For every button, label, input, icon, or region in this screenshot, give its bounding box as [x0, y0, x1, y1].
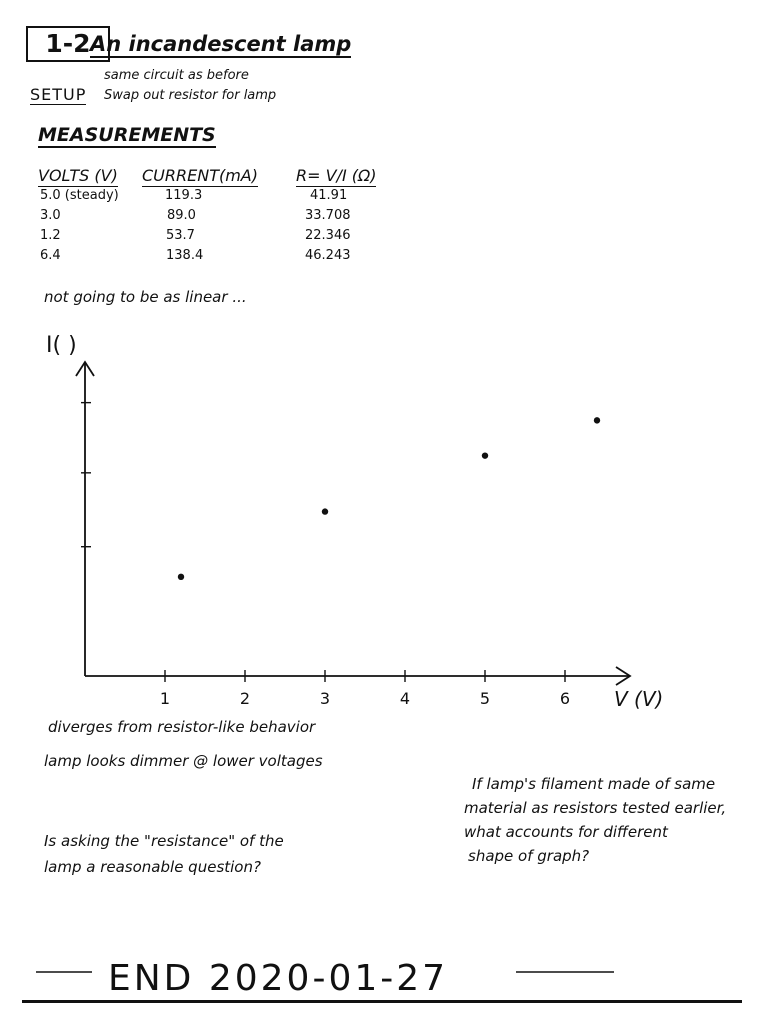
cell-resistance: 46.243: [305, 248, 351, 263]
x-tick-label: 4: [399, 689, 411, 708]
note-dimmer: lamp looks dimmer @ lower voltages: [44, 752, 323, 770]
column-header-resistance: R= V/I (Ω): [296, 166, 377, 185]
cell-resistance: 41.91: [310, 188, 348, 203]
x-tick-label: 3: [319, 689, 331, 708]
question-left-line-2: lamp a reasonable question?: [44, 858, 261, 876]
cell-current: 89.0: [167, 208, 196, 223]
x-tick-label: 6: [559, 689, 571, 708]
end-date-text: END 2020-01-27: [108, 958, 449, 999]
cell-volts: 1.2: [40, 228, 61, 243]
page-title: An incandescent lamp: [90, 32, 352, 56]
iv-chart: [0, 320, 768, 720]
note-linear: not going to be as linear ...: [44, 288, 247, 306]
cell-volts: 6.4: [40, 248, 61, 263]
question-right-line-3: what accounts for different: [464, 823, 668, 841]
cell-current: 138.4: [166, 248, 204, 263]
setup-line-1: same circuit as before: [104, 68, 249, 83]
column-header-volts: VOLTS (V): [38, 166, 118, 185]
cell-volts: 5.0 (steady): [40, 188, 119, 203]
cell-resistance: 33.708: [305, 208, 351, 223]
data-point: [178, 574, 184, 580]
question-right-line-2: material as resistors tested earlier,: [464, 799, 727, 817]
x-axis-label: V (V): [614, 687, 664, 711]
cell-current: 119.3: [165, 188, 203, 203]
cell-resistance: 22.346: [305, 228, 351, 243]
setup-label: SETUP: [30, 85, 87, 104]
cell-current: 53.7: [166, 228, 195, 243]
cell-volts: 3.0: [40, 208, 61, 223]
x-tick-label: 2: [239, 689, 251, 708]
question-left-line-1: Is asking the "resistance" of the: [44, 832, 284, 850]
column-header-current: CURRENT(mA): [142, 166, 258, 185]
section-number: 1-2: [26, 26, 110, 62]
data-point: [482, 452, 488, 458]
setup-line-2: Swap out resistor for lamp: [104, 88, 277, 103]
bottom-rule: [22, 1000, 742, 1003]
question-right-line-1: If lamp's filament made of same: [472, 775, 716, 793]
measurements-heading: MEASUREMENTS: [38, 124, 216, 146]
question-right-line-4: shape of graph?: [468, 847, 590, 865]
y-axis-label: I( ): [46, 333, 77, 358]
note-diverges: diverges from resistor-like behavior: [48, 718, 316, 736]
data-point: [594, 417, 600, 423]
x-tick-label: 1: [159, 689, 171, 708]
data-point: [322, 508, 328, 514]
x-tick-label: 5: [479, 689, 491, 708]
